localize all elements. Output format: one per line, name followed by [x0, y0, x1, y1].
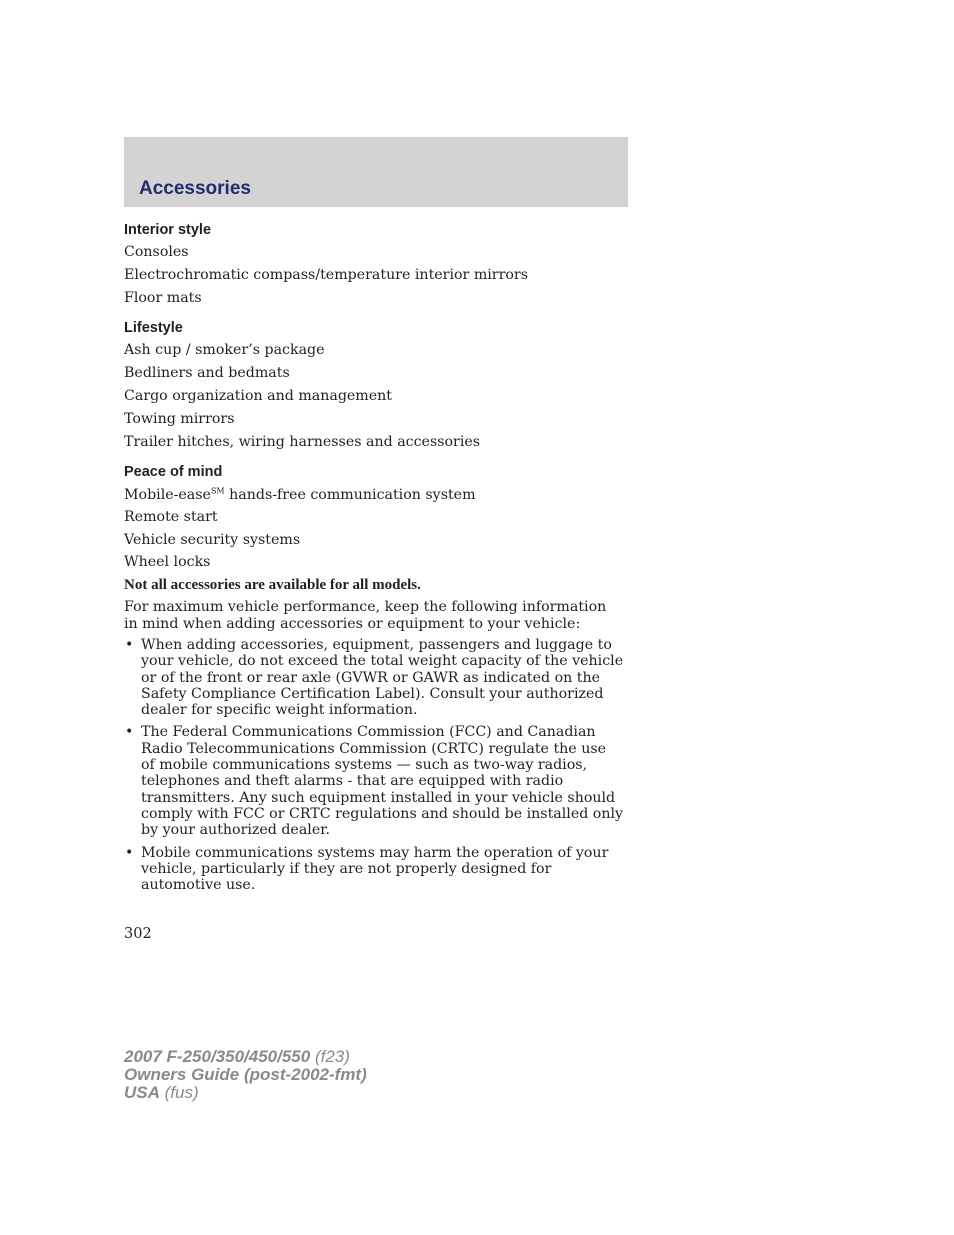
service-mark: SM: [210, 486, 225, 496]
bullet-text: The Federal Communications Commission (FCC) and Canadian Radio Telecommunications Commission (CRTC) regulate the use of mobile communications systems — such as two-way radios, telephones and theft alarms - that are equipped with radio transmitters. Any such equipment installed in your vehicle should comply with FCC or CRTC regulations and should be installed only by your authorized dealer.: [141, 724, 624, 839]
footer-line-model: 2007 F-250/350/450/550 (f23): [124, 1047, 350, 1066]
section-heading-interior-style: Interior style: [124, 222, 212, 238]
mobile-ease-rest: hands-free communication system: [224, 487, 476, 503]
page-content: [124, 218, 624, 893]
list-item: Consoles: [124, 244, 189, 260]
intro-paragraph: For maximum vehicle performance, keep the following information in mind when adding accessories or equipment to your vehicle:: [124, 599, 607, 632]
section-header-band: [124, 137, 628, 207]
list-item: Wheel locks: [124, 554, 211, 570]
section-heading-peace-of-mind: Peace of mind: [124, 464, 223, 480]
bullet-item: [124, 637, 624, 718]
list-item-mobile-ease: [124, 486, 624, 504]
section-heading-lifestyle: Lifestyle: [124, 320, 183, 336]
page-title: Accessories: [139, 178, 251, 199]
mobile-ease-name: Mobile-ease: [124, 487, 211, 503]
bullet-list: [124, 637, 624, 893]
bullet-item: [124, 724, 624, 838]
list-item: Electrochromatic compass/temperature interior mirrors: [124, 267, 528, 283]
list-item: Vehicle security systems: [124, 532, 301, 548]
bullet-item: [124, 845, 624, 894]
footer-line-region: USA (fus): [124, 1083, 199, 1102]
list-item: Cargo organization and management: [124, 388, 392, 404]
footer-line-guide: Owners Guide (post-2002-fmt): [124, 1065, 367, 1084]
list-item: Floor mats: [124, 290, 202, 306]
document-footer: [124, 1048, 367, 1102]
bullet-dot: •: [125, 844, 134, 861]
availability-note: Not all accessories are available for all models.: [124, 577, 421, 593]
list-item: Trailer hitches, wiring harnesses and accessories: [124, 434, 481, 450]
list-item: Remote start: [124, 509, 218, 525]
bullet-dot: •: [125, 724, 134, 741]
list-item: Ash cup / smoker’s package: [124, 342, 325, 358]
bullet-dot: •: [125, 637, 134, 653]
list-item: Bedliners and bedmats: [124, 365, 290, 381]
list-item: Towing mirrors: [124, 411, 235, 427]
bullet-text: Mobile communications systems may harm the operation of your vehicle, particularly if they are not properly designed for automotive use.: [141, 844, 609, 894]
page-number: 302: [124, 926, 152, 942]
bullet-text: When adding accessories, equipment, passengers and luggage to your vehicle, do not exceed the total weight capacity of the vehicle or of the front or rear axle (GVWR or GAWR as indicated on the Safety Compliance Certification Label). Consult your authorized dealer for specific weight information.: [141, 637, 624, 719]
